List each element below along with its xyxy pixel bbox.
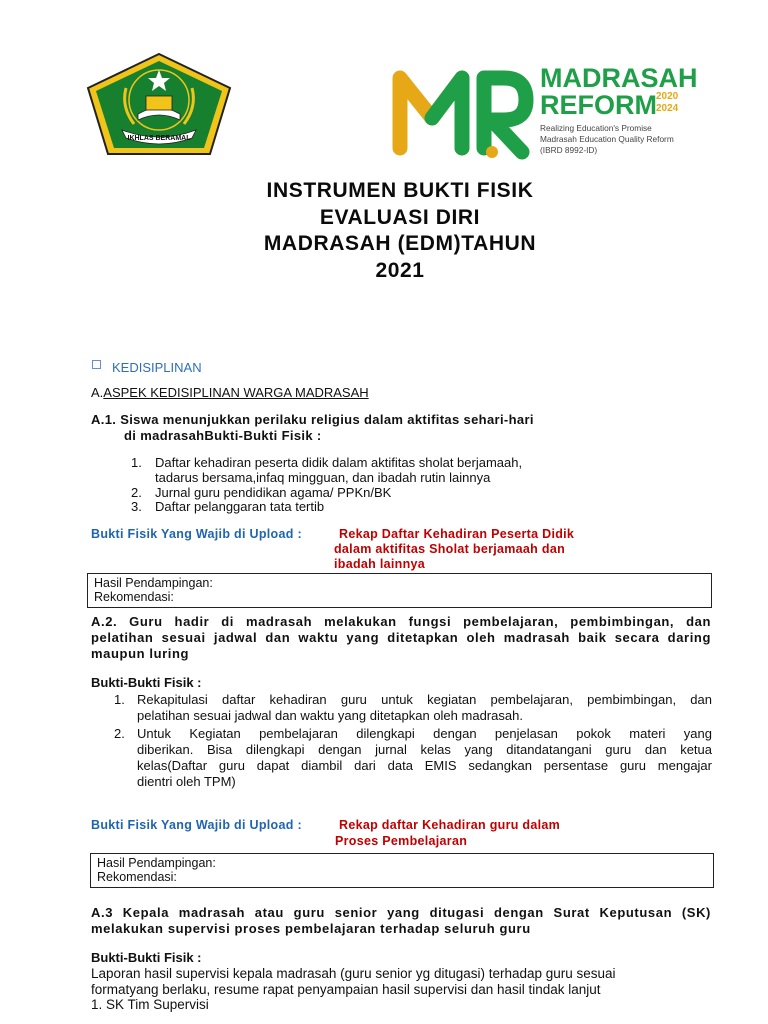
list-item-continuation: kelas(Daftar guru dapat diambil dari data EMIS sedangkan persentase guru mengajar — [137, 758, 712, 773]
a3-statement-line1: A.3 Kepala madrasah atau guru senior yang ditugasi dengan Surat Keputusan (SK) — [91, 905, 711, 920]
list-item-number: 2. — [131, 485, 142, 500]
a2-upload-value-line2: Proses Pembelajaran — [335, 834, 468, 848]
a1-upload-value-line2: dalam aktifitas Sholat berjamaah dan — [334, 542, 566, 556]
a1-upload-value-line1: Rekap Daftar Kehadiran Peserta Didik — [339, 527, 575, 541]
upload-colon: : — [297, 818, 302, 832]
a2-statement-line2: pelatihan sesuai jadwal dan waktu yang ditetapkan oleh madrasah baik secara daring — [91, 630, 711, 645]
section-heading-prefix: A. — [91, 385, 104, 400]
a2-evidence-heading: Bukti-Bukti Fisik : — [91, 675, 202, 690]
a1-result-box — [87, 573, 712, 608]
list-item: Daftar pelanggaran tata tertib — [155, 499, 325, 514]
mr-tagline-3: (IBRD 8992-ID) — [540, 145, 598, 155]
mr-year-start: 2020 — [656, 91, 679, 102]
list-item-continuation: diberikan. Bisa dilengkapi dengan jurnal kelas yang ditandatangani guru dan ketua — [137, 742, 712, 757]
list-item-number: 3. — [131, 499, 142, 514]
list-item: Rekapitulasi daftar kehadiran guru untuk kegiatan pembelajaran, pembimbingan, dan — [137, 692, 712, 707]
list-item: 1. SK Tim Supervisi — [91, 997, 209, 1012]
mr-tagline-1: Realizing Education's Promise — [540, 123, 652, 133]
section-heading-text: ASPEK KEDISIPLINAN WARGA MADRASAH — [103, 385, 369, 400]
list-item: Jurnal guru pendidikan agama/ PPKn/BK — [155, 485, 392, 500]
mr-tagline-2: Madrasah Education Quality Reform — [540, 134, 674, 144]
mr-title-line1: MADRASAH — [540, 63, 698, 93]
a2-statement-line3: maupun luring — [91, 646, 190, 661]
result-label: Hasil Pendampingan: — [97, 856, 216, 870]
list-item-continuation: pelatihan sesuai jadwal dan waktu yang ditetapkan oleh madrasah. — [137, 708, 523, 723]
madrasah-reform-logo — [392, 60, 702, 160]
a3-statement-line2: melakukan supervisi proses pembelajaran terhadap seluruh guru — [91, 921, 531, 936]
recommendation-label: Rekomendasi: — [97, 870, 177, 884]
a2-upload-value-line1: Rekap daftar Kehadiran guru dalam — [339, 818, 561, 832]
a2-upload-label — [91, 818, 302, 832]
upload-label-text: Bukti Fisik Yang Wajib di Upload — [91, 527, 294, 541]
a2-evidence-list — [114, 692, 712, 790]
a2-statement-line1: A.2. Guru hadir di madrasah melakukan fungsi pembelajaran, pembimbingan, dan — [91, 614, 711, 629]
list-item-number: 1. — [131, 455, 142, 470]
recommendation-label: Rekomendasi: — [94, 590, 174, 604]
mr-year-end: 2024 — [656, 103, 679, 114]
list-item-continuation: tadarus bersama,infaq mingguan, dan ibadah rutin lainnya — [155, 470, 491, 485]
a1-statement-line1: A.1. Siswa menunjukkan perilaku religius dalam aktifitas sehari-hari — [91, 412, 534, 427]
a3-paragraph-line2: formatyang berlaku, resume rapat penyampaian hasil supervisi dan hasil tindak lanjut — [91, 981, 601, 997]
list-item-continuation: dientri oleh TPM) — [137, 774, 236, 789]
upload-label-text: Bukti Fisik Yang Wajib di Upload — [91, 818, 294, 832]
a1-upload-value-line3: ibadah lainnya — [334, 557, 426, 571]
title-line-1: INSTRUMEN BUKTI FISIK — [266, 179, 534, 202]
title-line-4: 2021 — [375, 258, 425, 282]
upload-colon: : — [297, 527, 302, 541]
a1-upload-label — [91, 527, 302, 541]
section-tag-label: KEDISIPLINAN — [112, 360, 202, 375]
result-label: Hasil Pendampingan: — [94, 576, 213, 590]
checkbox-icon — [92, 360, 101, 369]
list-item: Daftar kehadiran peserta didik dalam aktifitas sholat berjamaah, — [155, 455, 523, 470]
a3-evidence-heading: Bukti-Bukti Fisik : — [91, 950, 202, 965]
section-tag — [92, 360, 202, 375]
section-heading — [91, 385, 369, 400]
document-title — [160, 178, 640, 284]
a3-evidence-text — [91, 966, 716, 1013]
a3-statement — [91, 905, 711, 937]
list-item-number: 2. — [114, 726, 125, 741]
a1-statement-line2: di madrasahBukti-Bukti Fisik : — [124, 428, 322, 443]
title-line-3: MADRASAH (EDM)TAHUN — [263, 232, 537, 255]
a2-statement — [91, 614, 711, 662]
kemenag-motto: IKHLAS BERAMAL — [127, 135, 191, 142]
a3-paragraph-line1: Laporan hasil supervisi kepala madrasah (guru senior yg ditugasi) terhadap guru sesuai — [91, 966, 616, 981]
list-item: Untuk Kegiatan pembelajaran dilengkapi dengan penjelasan pokok materi yang — [137, 726, 712, 741]
a1-evidence-list — [131, 455, 691, 513]
a2-result-box — [90, 853, 714, 888]
kemenag-logo — [86, 52, 232, 156]
list-item-number: 1. — [114, 692, 125, 707]
title-line-2: EVALUASI DIRI — [319, 205, 481, 229]
mr-title-line2: REFORM — [540, 90, 657, 120]
